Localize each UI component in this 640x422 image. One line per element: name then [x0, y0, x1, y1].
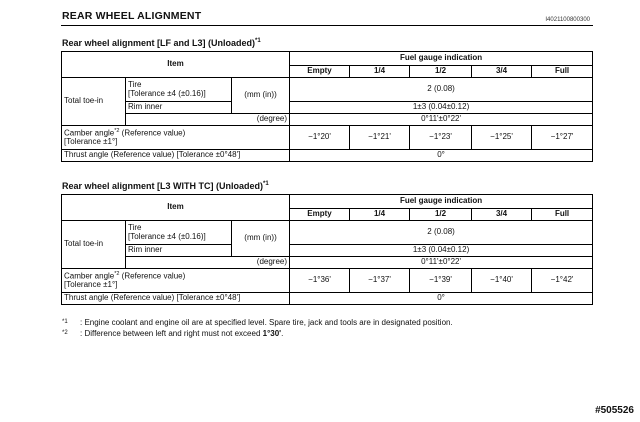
- unit-degree: (degree): [126, 257, 290, 269]
- tire-toe-value: 2 (0.08): [290, 221, 593, 245]
- degree-toe-value: 0°11'±0°22': [290, 114, 593, 126]
- table-2-title: Rear wheel alignment [L3 WITH TC] (Unloaded)$^{*1}$: [62, 181, 269, 191]
- camber-empty: −1°36': [290, 269, 350, 293]
- rim-toe-value: 1±3 (0.04±0.12): [290, 102, 593, 114]
- camber-full: −1°42': [532, 269, 593, 293]
- unit-mm-in: (mm (in)): [232, 221, 290, 257]
- camber-label: Camber angle$^{*2}$ (Reference value) [Tolerance ±1°]: [62, 126, 290, 150]
- thrust-label: Thrust angle (Reference value) [Tolerance ±0°48']: [62, 293, 290, 305]
- rim-inner-label: Rim inner: [126, 245, 232, 257]
- footnote-1: *1 : Engine coolant and engine oil are at specified level. Spare tire, jack and tools are in designated position.: [62, 318, 453, 327]
- camber-three-quarter: −1°40': [472, 269, 532, 293]
- rim-inner-label: Rim inner: [126, 102, 232, 114]
- camber-label: Camber angle$^{*2}$ (Reference value) [Tolerance ±1°]: [62, 269, 290, 293]
- page-title: REAR WHEEL ALIGNMENT: [62, 10, 202, 22]
- level-three-quarter: 3/4: [472, 66, 532, 78]
- level-empty: Empty: [290, 209, 350, 221]
- table-1-title: Rear wheel alignment [LF and L3] (Unloaded)$^{*1}$: [62, 38, 261, 48]
- tire-toe-value: 2 (0.08): [290, 78, 593, 102]
- camber-three-quarter: −1°25': [472, 126, 532, 150]
- camber-empty: −1°20': [290, 126, 350, 150]
- level-quarter: 1/4: [350, 209, 410, 221]
- footnotes: [62, 318, 453, 340]
- camber-half: −1°23': [410, 126, 472, 150]
- thrust-value: 0°: [290, 293, 593, 305]
- fuel-gauge-header: Fuel gauge indication: [290, 52, 593, 66]
- footnote-2: *2 : Difference between left and right must not exceed 1°30'.: [62, 328, 284, 338]
- rim-toe-value: 1±3 (0.04±0.12): [290, 245, 593, 257]
- level-full: Full: [532, 66, 593, 78]
- item-header: Item: [62, 195, 290, 221]
- thrust-label: Thrust angle (Reference value) [Tolerance ±0°48']: [62, 150, 290, 162]
- total-toe-in-label: Total toe-in: [62, 221, 126, 269]
- degree-toe-value: 0°11'±0°22': [290, 257, 593, 269]
- fuel-gauge-header: Fuel gauge indication: [290, 195, 593, 209]
- camber-quarter: −1°37': [350, 269, 410, 293]
- total-toe-in-label: Total toe-in: [62, 78, 126, 126]
- level-quarter: 1/4: [350, 66, 410, 78]
- alignment-table-2: [61, 194, 593, 305]
- level-half: 1/2: [410, 66, 472, 78]
- unit-mm-in: (mm (in)): [232, 78, 290, 114]
- level-three-quarter: 3/4: [472, 209, 532, 221]
- tire-label: Tire [Tolerance ±4 (±0.16)]: [126, 221, 232, 245]
- item-header: Item: [62, 52, 290, 78]
- alignment-table-1: [61, 51, 593, 162]
- level-empty: Empty: [290, 66, 350, 78]
- title-rule: [61, 25, 593, 26]
- reference-stamp: #505526: [595, 405, 634, 416]
- document-id: I4021100800300: [545, 17, 590, 23]
- unit-degree: (degree): [126, 114, 290, 126]
- camber-quarter: −1°21': [350, 126, 410, 150]
- thrust-value: 0°: [290, 150, 593, 162]
- camber-half: −1°39': [410, 269, 472, 293]
- tire-label: Tire [Tolerance ±4 (±0.16)]: [126, 78, 232, 102]
- level-full: Full: [532, 209, 593, 221]
- level-half: 1/2: [410, 209, 472, 221]
- camber-full: −1°27': [532, 126, 593, 150]
